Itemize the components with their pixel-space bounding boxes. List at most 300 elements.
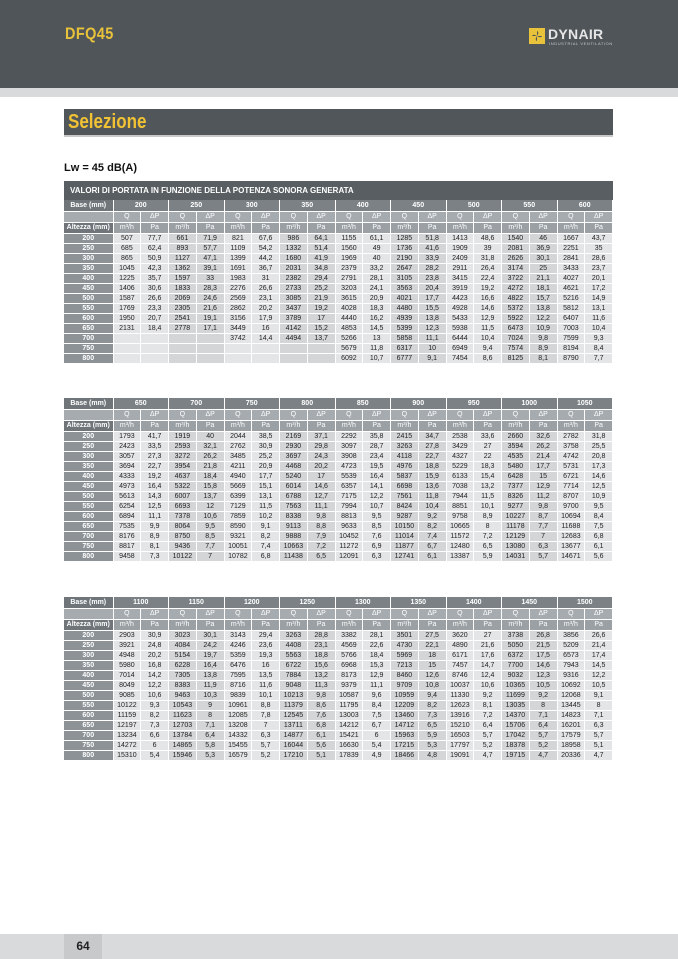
flow-value: 11014 [391,531,419,541]
height-value: 450 [64,680,113,690]
pressure-value: 9,4 [418,690,446,700]
flow-value: 8176 [113,531,141,541]
flow-value: 4246 [224,640,252,650]
flow-value: 11688 [557,521,585,531]
flow-value: 2069 [169,293,197,303]
pressure-value: 6,4 [474,720,502,730]
pressure-value: 19,2 [474,283,502,293]
base-value: 1350 [391,597,447,608]
base-label: Base (mm) [64,200,113,211]
flow-value: 3919 [446,283,474,293]
pressure-value: 64,1 [307,233,335,243]
flow-value: 5229 [446,461,474,471]
pressure-value: 26,2 [196,451,224,461]
flow-value: 2569 [224,293,252,303]
table-row [64,263,613,273]
flow-value: 1691 [224,263,252,273]
height-value: 550 [64,501,113,511]
pressure-value: 26,6 [585,630,613,640]
flow-value: 3722 [502,273,530,283]
height-value: 250 [64,243,113,253]
flow-value: 9032 [502,670,530,680]
pressure-value: 10,4 [474,333,502,343]
pressure-value: 9,8 [529,501,557,511]
flow-value: 2538 [446,431,474,441]
flow-value: 2791 [335,273,363,283]
flow-value: 3449 [224,323,252,333]
dp-unit: Pa [307,420,335,431]
pressure-value: 7,3 [141,551,169,561]
height-value: 500 [64,491,113,501]
pressure-value: 22,4 [474,273,502,283]
pressure-value: 14,5 [585,660,613,670]
pressure-value: 54,2 [252,243,280,253]
pressure-value: 35 [585,243,613,253]
flow-value: 3738 [502,630,530,640]
base-value: 850 [335,398,391,409]
pressure-value [196,333,224,343]
flow-value: 5812 [557,303,585,313]
table-row [64,333,613,343]
pressure-value: 6,5 [418,720,446,730]
pressure-value: 8,5 [363,521,391,531]
pressure-value: 62,4 [141,243,169,253]
flow-value: 3856 [557,630,585,640]
flow-value: 10051 [224,541,252,551]
pressure-value: 13,8 [529,303,557,313]
pressure-value: 12,3 [418,323,446,333]
height-value: 800 [64,353,113,363]
pressure-value: 15,8 [196,481,224,491]
pressure-value: 36,9 [529,243,557,253]
flow-value: 11272 [335,541,363,551]
table-row [64,730,613,740]
flow-value: 8064 [169,521,197,531]
flow-value: 3429 [446,441,474,451]
table-row [64,343,613,353]
pressure-value: 21,1 [529,273,557,283]
flow-value: 2593 [169,441,197,451]
flow-value: 12683 [557,531,585,541]
pressure-value: 9,2 [529,690,557,700]
pressure-value: 21,9 [307,293,335,303]
pressure-value: 27,3 [141,451,169,461]
table-row [64,323,613,333]
flow-value [113,353,141,363]
flow-value: 9085 [113,690,141,700]
pressure-value: 4,7 [529,750,557,760]
pressure-value: 33,9 [418,253,446,263]
pressure-value: 15,6 [307,660,335,670]
pressure-value: 15 [529,471,557,481]
q-header: Q [113,409,141,420]
flow-value: 1769 [113,303,141,313]
pressure-value: 5,2 [252,750,280,760]
flow-value: 10961 [224,700,252,710]
flow-value: 5480 [502,461,530,471]
flow-value: 6444 [446,333,474,343]
base-value: 450 [391,200,447,211]
flow-table-2 [64,398,613,562]
flow-value: 16201 [557,720,585,730]
flow-value: 5980 [113,660,141,670]
flow-value: 4730 [391,640,419,650]
pressure-value: 13,6 [418,481,446,491]
height-value: 250 [64,441,113,451]
pressure-value: 14,4 [252,333,280,343]
q-header: Q [502,608,530,619]
pressure-value: 7,5 [363,710,391,720]
pressure-value: 15,3 [363,660,391,670]
dp-unit: Pa [529,222,557,233]
pressure-value: 6,9 [363,541,391,551]
pressure-value: 16 [252,323,280,333]
pressure-value: 11,5 [474,323,502,333]
flow-value: 7884 [280,670,308,680]
flow-value: 4211 [224,461,252,471]
pressure-value: 12,9 [363,670,391,680]
table-row [64,690,613,700]
table-row [64,273,613,283]
pressure-value: 5,7 [585,730,613,740]
flow-value: 661 [169,233,197,243]
flow-value: 9839 [224,690,252,700]
pressure-value: 11,5 [252,501,280,511]
table-row [64,700,613,710]
pressure-value: 24,2 [196,640,224,650]
pressure-value [307,353,335,363]
pressure-value: 7,5 [585,521,613,531]
flow-value: 5209 [557,640,585,650]
dp-unit: Pa [363,619,391,630]
pressure-value: 26,4 [474,263,502,273]
pressure-value: 5,3 [196,750,224,760]
pressure-value: 25,5 [585,441,613,451]
table-row [64,481,613,491]
flow-value: 3415 [446,273,474,283]
q-unit: m³/h [169,222,197,233]
flow-value: 8049 [113,680,141,690]
pressure-value: 5,7 [529,730,557,740]
pressure-value [141,353,169,363]
flow-value: 6372 [502,650,530,660]
pressure-value: 5,9 [418,730,446,740]
pressure-value: 39 [474,243,502,253]
flow-value: 3694 [113,461,141,471]
pressure-value: 61,1 [363,233,391,243]
flow-value: 10150 [391,521,419,531]
flow-value: 6399 [224,491,252,501]
height-label: Altezza (mm) [64,619,113,630]
height-value: 400 [64,670,113,680]
flow-value: 2903 [113,630,141,640]
pressure-value: 12,7 [307,491,335,501]
flow-value: 5322 [169,481,197,491]
flow-value: 1540 [502,233,530,243]
q-unit: m³/h [169,619,197,630]
pressure-value: 46 [529,233,557,243]
height-value: 250 [64,640,113,650]
flow-value: 6171 [446,650,474,660]
flow-value: 11178 [502,521,530,531]
flow-value: 5240 [280,471,308,481]
pressure-value: 20,9 [363,293,391,303]
flow-value: 11699 [502,690,530,700]
flow-value: 10365 [502,680,530,690]
flow-value: 7014 [113,670,141,680]
dp-header: ΔP [529,409,557,420]
q-header: Q [169,608,197,619]
pressure-value: 16,4 [196,660,224,670]
flow-value: 2862 [224,303,252,313]
pressure-value: 9,5 [585,501,613,511]
q-header: Q [280,409,308,420]
flow-value [113,343,141,353]
flow-value [169,343,197,353]
flow-value: 4973 [113,481,141,491]
dp-unit: Pa [252,619,280,630]
flow-value: 5433 [446,313,474,323]
q-unit: m³/h [391,420,419,431]
flow-value: 10692 [557,680,585,690]
pressure-value: 28,8 [307,630,335,640]
pressure-value: 5,1 [585,740,613,750]
height-value: 400 [64,273,113,283]
flow-value: 8424 [391,501,419,511]
base-header-row [64,200,613,211]
pressure-value: 6,4 [196,730,224,740]
table-row [64,471,613,481]
base-value: 800 [280,398,336,409]
base-label: Base (mm) [64,398,113,409]
pressure-value: 9,1 [585,690,613,700]
dp-unit: Pa [529,619,557,630]
pressure-value: 6,7 [418,541,446,551]
base-value: 1400 [446,597,502,608]
pressure-value: 6 [141,740,169,750]
pressure-value: 14,6 [307,481,335,491]
flow-value: 13387 [446,551,474,561]
flow-value: 3563 [391,283,419,293]
pressure-value: 19,1 [196,313,224,323]
flow-value: 3174 [502,263,530,273]
pressure-value: 24,8 [141,640,169,650]
pressure-value: 50,9 [141,253,169,263]
q-header: Q [502,211,530,222]
pressure-value: 18,4 [363,650,391,660]
table-row [64,243,613,253]
flow-value: 1983 [224,273,252,283]
flow-value: 17797 [446,740,474,750]
dp-header: ΔP [141,608,169,619]
pressure-value: 30,1 [196,630,224,640]
flow-value: 16503 [446,730,474,740]
pressure-value: 33 [196,273,224,283]
pressure-value: 7,4 [252,541,280,551]
q-unit: m³/h [391,619,419,630]
height-value: 750 [64,740,113,750]
pressure-value: 4,8 [418,750,446,760]
flow-value: 13784 [169,730,197,740]
flow-value: 6968 [335,660,363,670]
flow-value: 10122 [169,551,197,561]
pressure-value: 12,2 [141,680,169,690]
dp-unit: Pa [418,222,446,233]
flow-value: 14332 [224,730,252,740]
q-unit: m³/h [280,619,308,630]
pressure-value: 9,1 [418,353,446,363]
q-header: Q [557,211,585,222]
dp-header: ΔP [141,211,169,222]
pressure-value: 9,8 [307,511,335,521]
dp-header: ΔP [252,211,280,222]
flow-value: 7003 [557,323,585,333]
flow-value: 7994 [335,501,363,511]
flow-value: 4939 [391,313,419,323]
flow-value: 4142 [280,323,308,333]
dp-header: ΔP [307,211,335,222]
flow-value: 7574 [502,343,530,353]
q-header: Q [280,608,308,619]
height-value: 300 [64,253,113,263]
q-unit: m³/h [446,619,474,630]
flow-value: 5766 [335,650,363,660]
flow-value: 4084 [169,640,197,650]
flow-value: 1362 [169,263,197,273]
flow-value: 17215 [391,740,419,750]
dp-header: ΔP [196,211,224,222]
unit-header-row [64,619,613,630]
flow-value: 9700 [557,501,585,511]
dp-header: ΔP [585,608,613,619]
flow-value: 14212 [335,720,363,730]
pressure-value: 25,2 [307,283,335,293]
flow-value: 13460 [391,710,419,720]
dp-header: ΔP [196,409,224,420]
pressure-value: 26,8 [529,630,557,640]
dp-unit: Pa [141,619,169,630]
pressure-value: 13 [363,333,391,343]
table-row [64,303,613,313]
pressure-value: 39,1 [196,263,224,273]
pressure-value: 10,5 [585,680,613,690]
flow-value: 1667 [557,233,585,243]
pressure-value: 14,6 [474,303,502,313]
pressure-value: 5,6 [307,740,335,750]
table-row [64,293,613,303]
pressure-value: 9,5 [196,521,224,531]
pressure-value: 7,1 [196,720,224,730]
pressure-value: 11,1 [363,680,391,690]
pressure-value: 8 [196,710,224,720]
flow-value: 2762 [224,441,252,451]
table-row [64,750,613,760]
flow-value [224,343,252,353]
flow-value: 5613 [113,491,141,501]
q-unit: m³/h [502,619,530,630]
flow-value [113,333,141,343]
flow-value: 10227 [502,511,530,521]
height-value: 800 [64,551,113,561]
flow-value: 7563 [280,501,308,511]
pressure-value: 15,1 [252,481,280,491]
flow-value: 3921 [113,640,141,650]
flow-value: 1127 [169,253,197,263]
q-header: Q [224,608,252,619]
pressure-value: 11,8 [363,343,391,353]
pressure-value: 5,3 [418,740,446,750]
flow-value: 2541 [169,313,197,323]
pressure-value: 23,3 [141,303,169,313]
flow-value: 11159 [113,710,141,720]
height-value: 550 [64,700,113,710]
pressure-value: 11,2 [529,491,557,501]
header-strip [0,88,678,97]
pressure-value: 10 [418,343,446,353]
table-row [64,640,613,650]
pressure-value: 7,6 [363,531,391,541]
flow-value: 5216 [557,293,585,303]
flow-value: 14877 [280,730,308,740]
flow-value: 12480 [446,541,474,551]
pressure-value: 7 [252,720,280,730]
flow-value: 2292 [335,431,363,441]
flow-value: 2660 [502,431,530,441]
dp-unit: Pa [529,420,557,431]
pressure-value: 12,2 [585,670,613,680]
pressure-value: 26,6 [141,293,169,303]
flow-value [169,333,197,343]
pressure-value: 14,2 [141,670,169,680]
flow-value: 1413 [446,233,474,243]
base-value: 1050 [557,398,613,409]
flow-value: 13916 [446,710,474,720]
flow-value: 3263 [391,441,419,451]
flow-value: 1285 [391,233,419,243]
flow-value: 10782 [224,551,252,561]
pressure-value: 10,9 [529,323,557,333]
dp-header: ΔP [474,211,502,222]
flow-value: 1919 [169,431,197,441]
flow-value: 4822 [502,293,530,303]
flow-value: 4021 [391,293,419,303]
pressure-value: 10,1 [474,501,502,511]
flow-value: 6092 [335,353,363,363]
pressure-value: 31,8 [474,253,502,263]
flow-value: 4723 [335,461,363,471]
pressure-value: 6,3 [585,720,613,730]
pressure-value: 37,1 [307,431,335,441]
q-unit: m³/h [502,420,530,431]
pressure-value: 11,1 [418,333,446,343]
pressure-value: 8,1 [474,700,502,710]
flow-value: 10122 [113,700,141,710]
flow-value: 2251 [557,243,585,253]
flow-value: 17042 [502,730,530,740]
flow-value: 2911 [446,263,474,273]
pressure-value: 18,3 [474,461,502,471]
flow-value: 13711 [280,720,308,730]
pressure-value: 17,1 [196,323,224,333]
flow-value: 7024 [502,333,530,343]
flow-value: 7943 [557,660,585,670]
pressure-value: 51,4 [307,243,335,253]
flow-value: 9321 [224,531,252,541]
pressure-value: 8,2 [252,531,280,541]
base-value: 1000 [502,398,558,409]
flow-value: 4423 [446,293,474,303]
sound-level-label: Lw = 45 dB(A) [64,162,138,174]
